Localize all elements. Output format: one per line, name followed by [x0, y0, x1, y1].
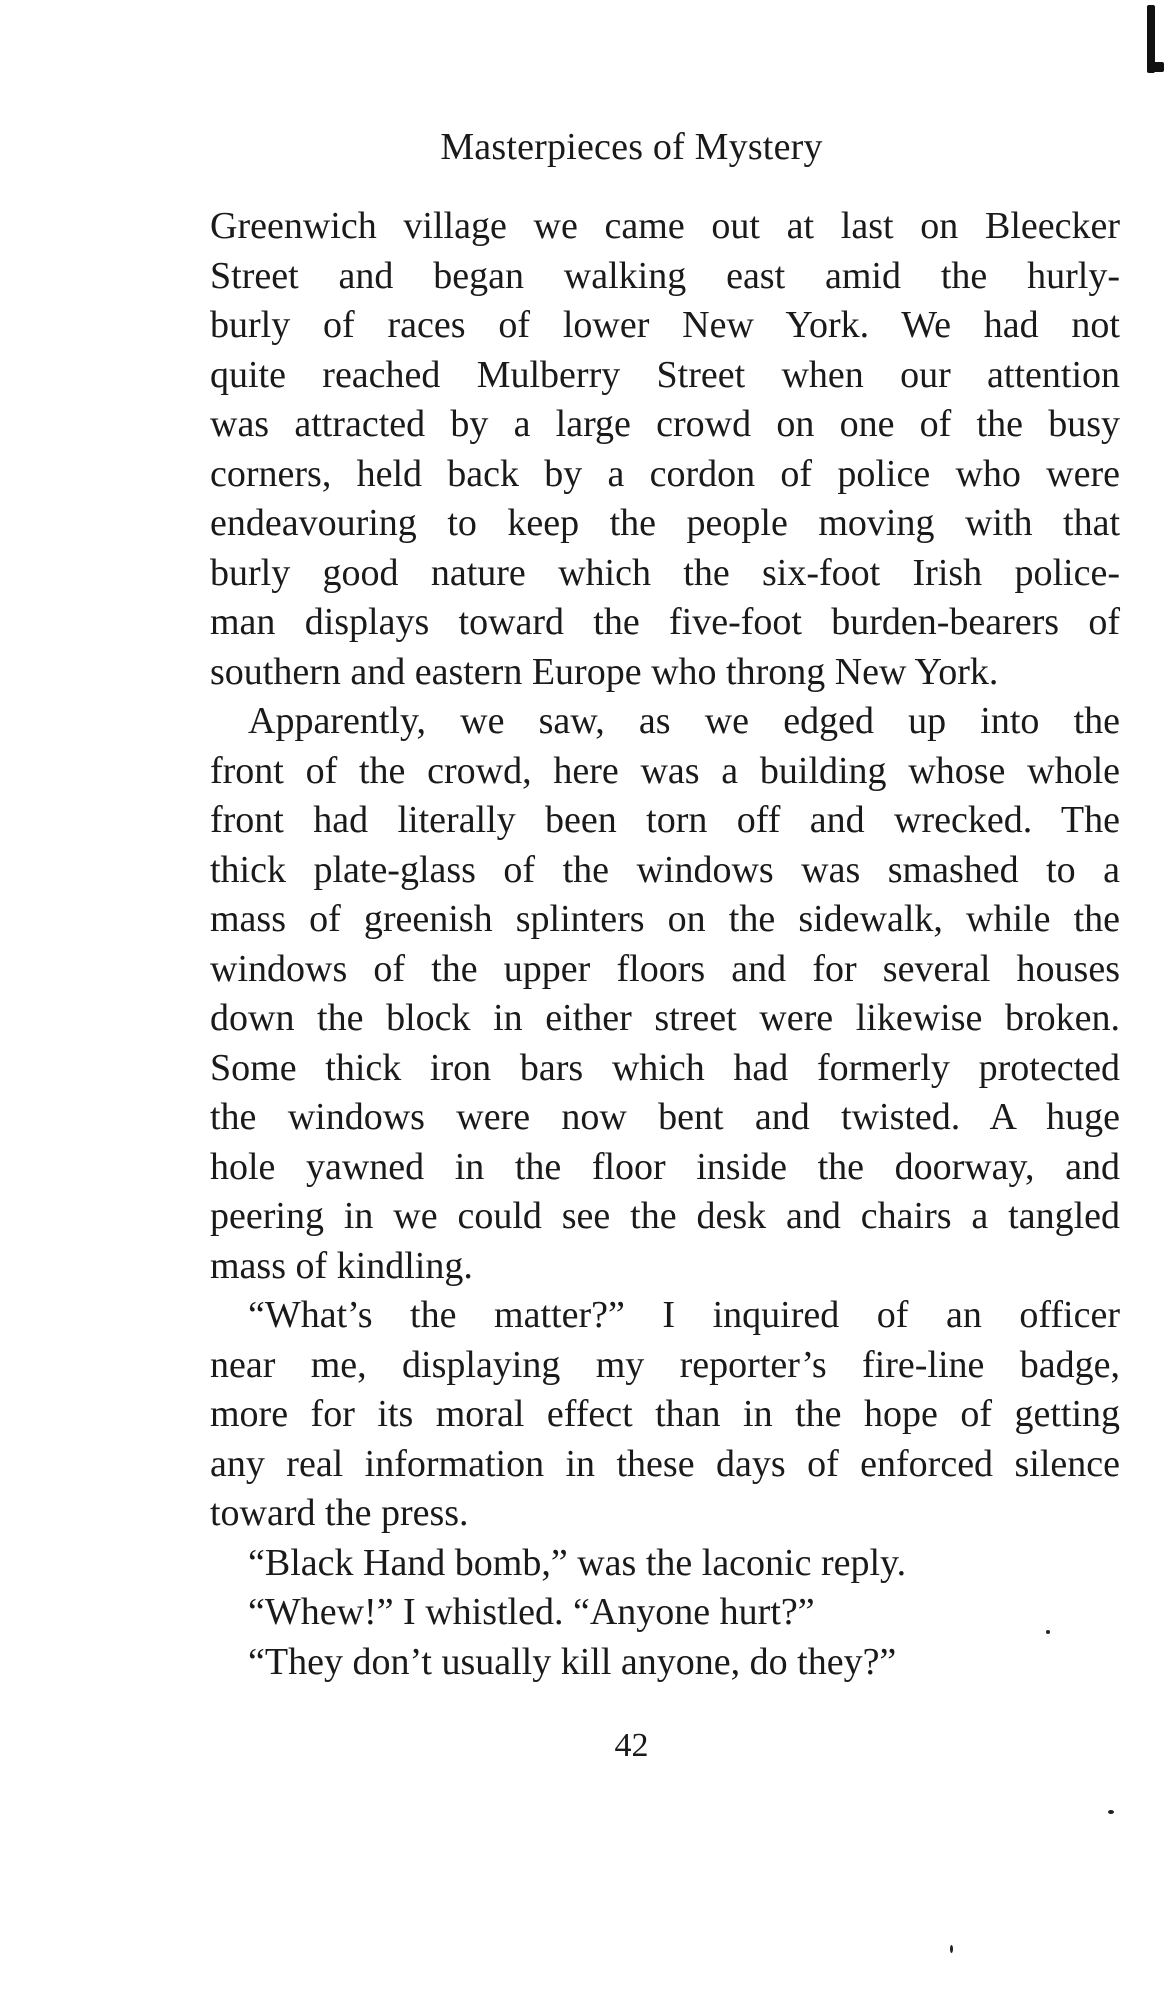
line-23: “What’s the matter?” I inquired of an officer	[248, 1294, 1120, 1336]
line-07: endeavouring to keep the people moving with that	[210, 502, 1120, 544]
line-04: quite reached Mulberry Street when our attention	[210, 353, 1120, 396]
line-27: toward the press.	[210, 1492, 469, 1534]
body-text	[210, 202, 1120, 1687]
line-26: any real information in these days of enforced silence	[210, 1442, 1120, 1485]
line-09: man displays toward the five-foot burden-bearers of	[210, 601, 1120, 643]
scan-speck	[950, 1945, 953, 1953]
line-11: Apparently, we saw, as we edged up into the	[248, 700, 1120, 742]
scan-speck	[1046, 1630, 1050, 1634]
line-28: “Black Hand bomb,” was the laconic reply.	[248, 1541, 907, 1584]
page-number: 42	[614, 1727, 649, 1764]
scan-edge-mark-foot	[1150, 62, 1164, 72]
running-head: Masterpieces of Mystery	[440, 126, 823, 168]
line-19: the windows were now bent and twisted. A huge	[210, 1096, 1120, 1138]
line-25: more for its moral effect than in the hope of getting	[210, 1393, 1120, 1435]
line-01: Greenwich village we came out at last on Bleecker	[210, 205, 1120, 247]
line-10: southern and eastern Europe who throng New York.	[210, 650, 999, 693]
line-02: Street and began walking east amid the hurly-	[210, 254, 1120, 297]
line-14: thick plate-glass of the windows was smashed to a	[210, 848, 1120, 891]
scan-speck	[1108, 1810, 1114, 1814]
line-06: corners, held back by a cordon of police who were	[210, 452, 1120, 495]
line-22: mass of kindling.	[210, 1244, 473, 1287]
line-20: hole yawned in the floor inside the doorway, and	[210, 1145, 1120, 1188]
line-21: peering in we could see the desk and chairs a tangled	[210, 1195, 1120, 1237]
line-03: burly of races of lower New York. We had not	[210, 304, 1120, 346]
line-15: mass of greenish splinters on the sidewalk, while the	[210, 898, 1120, 940]
line-13: front had literally been torn off and wrecked. The	[210, 799, 1120, 841]
line-29: “Whew!” I whistled. “Anyone hurt?”	[248, 1591, 815, 1633]
line-16: windows of the upper floors and for several houses	[210, 947, 1120, 990]
line-05: was attracted by a large crowd on one of the busy	[210, 403, 1120, 445]
line-08: burly good nature which the six-foot Irish police-	[210, 551, 1120, 594]
line-17: down the block in either street were likewise broken.	[210, 997, 1120, 1039]
line-18: Some thick iron bars which had formerly protected	[210, 1046, 1120, 1089]
line-24: near me, displaying my reporter’s fire-line badge,	[210, 1343, 1120, 1386]
line-12: front of the crowd, here was a building whose whole	[210, 749, 1120, 792]
line-30: “They don’t usually kill anyone, do they?”	[248, 1640, 897, 1683]
